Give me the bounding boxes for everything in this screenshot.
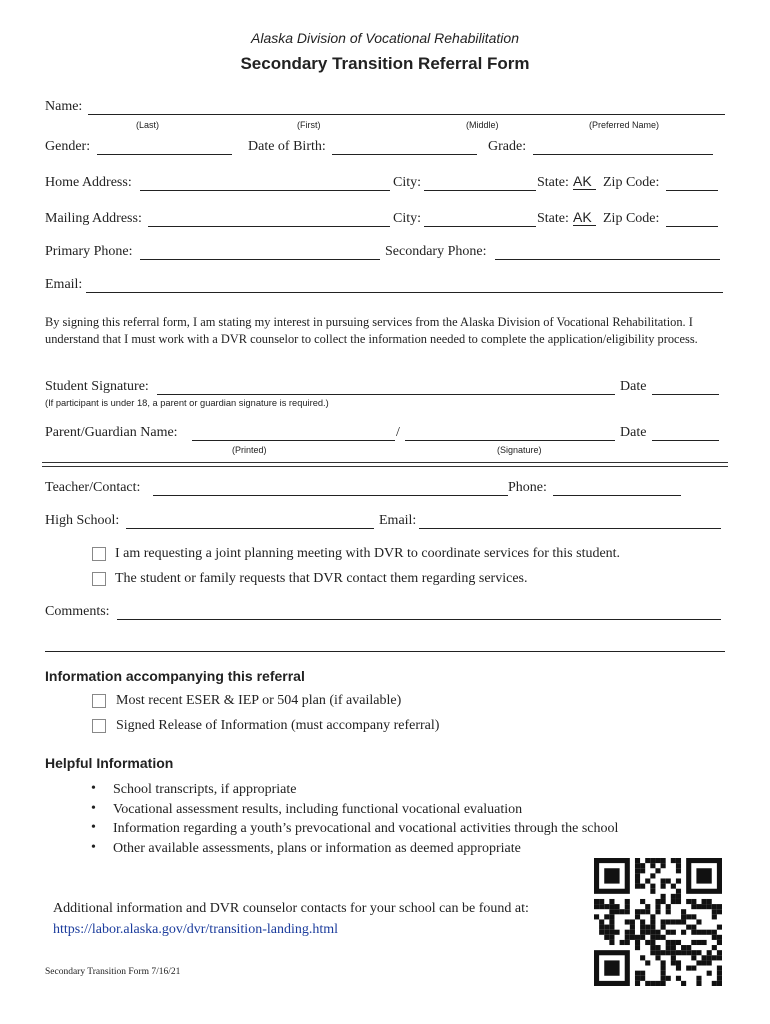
release-info-label: Signed Release of Information (must accompany referral): [116, 718, 440, 733]
mailing-address-label: Mailing Address:: [45, 211, 142, 226]
name-label: Name:: [45, 99, 83, 114]
mailing-zip-field[interactable]: [666, 226, 718, 227]
teacher-field[interactable]: [153, 495, 508, 496]
agency-name: Alaska Division of Vocational Rehabilitation: [251, 30, 519, 46]
form-title: Secondary Transition Referral Form: [240, 54, 530, 73]
name-part-first: (First): [297, 120, 321, 130]
joint-planning-label: I am requesting a joint planning meeting with DVR to coordinate services for this student.: [115, 546, 621, 561]
transition-link[interactable]: https://labor.alaska.gov/dvr/transition-landing.html: [53, 922, 339, 937]
bullet-icon: •: [91, 801, 96, 816]
bullet-icon: •: [91, 840, 96, 855]
student-date-label: Date: [620, 379, 647, 394]
form-id: Secondary Transition Form 7/16/21: [45, 967, 181, 977]
home-city-field[interactable]: [424, 190, 536, 191]
release-info-checkbox[interactable]: [92, 719, 106, 733]
eser-iep-checkbox[interactable]: [92, 694, 106, 708]
additional-info-text: Additional information and DVR counselor contacts for your school can be found at:: [53, 901, 529, 916]
home-zip-label: Zip Code:: [603, 175, 660, 190]
student-signature-field[interactable]: [157, 394, 615, 395]
eser-iep-label: Most recent ESER & IEP or 504 plan (if available): [116, 693, 402, 708]
mailing-address-field[interactable]: [148, 226, 390, 227]
mailing-city-label: City:: [393, 211, 422, 226]
contact-request-label: The student or family requests that DVR contact them regarding services.: [115, 571, 528, 586]
home-state-value[interactable]: AK: [573, 173, 596, 190]
home-address-field[interactable]: [140, 190, 390, 191]
teacher-phone-label: Phone:: [508, 480, 547, 495]
helpful-item: Other available assessments, plans or information as deemed appropriate: [113, 841, 521, 856]
bullet-icon: •: [91, 781, 96, 796]
comments-field-line-2[interactable]: [45, 651, 725, 652]
high-school-label: High School:: [45, 513, 120, 528]
email-label: Email:: [45, 277, 83, 292]
section-divider: [42, 462, 728, 467]
secondary-phone-field[interactable]: [495, 259, 720, 260]
student-signature-label: Student Signature:: [45, 379, 149, 394]
high-school-field[interactable]: [126, 528, 374, 529]
parent-name-label: Parent/Guardian Name:: [45, 425, 178, 440]
gender-field[interactable]: [97, 154, 232, 155]
parent-printed-field[interactable]: [192, 440, 395, 441]
comments-label: Comments:: [45, 604, 110, 619]
helpful-heading: Helpful Information: [45, 755, 174, 771]
joint-planning-checkbox[interactable]: [92, 547, 106, 561]
teacher-phone-field[interactable]: [553, 495, 681, 496]
contact-request-checkbox[interactable]: [92, 572, 106, 586]
grade-label: Grade:: [488, 139, 527, 154]
primary-phone-label: Primary Phone:: [45, 244, 133, 259]
parent-date-field[interactable]: [652, 440, 719, 441]
dob-field[interactable]: [332, 154, 477, 155]
name-part-preferred: (Preferred Name): [589, 120, 660, 130]
parent-signature-field[interactable]: [405, 440, 615, 441]
school-email-label: Email:: [379, 513, 417, 528]
gender-label: Gender:: [45, 139, 91, 154]
mailing-city-field[interactable]: [424, 226, 536, 227]
name-part-last: (Last): [136, 120, 160, 130]
minor-note: (If participant is under 18, a parent or guardian signature is required.): [45, 398, 329, 408]
helpful-item: Information regarding a youth’s prevocational and vocational activities through the school: [113, 821, 619, 836]
home-state-label: State:: [537, 175, 569, 190]
home-address-label: Home Address:: [45, 175, 132, 190]
parent-date-label: Date: [620, 425, 647, 440]
email-field[interactable]: [86, 292, 723, 293]
printed-caption: (Printed): [232, 445, 267, 455]
helpful-item: School transcripts, if appropriate: [113, 782, 297, 797]
bullet-icon: •: [91, 820, 96, 835]
consent-text: By signing this referral form, I am stating my interest in pursuing services from the Alaska Division of Vocational Rehabilitation. I understand that I must work with a DVR counselor to collect the information needed to complete the application/eligibility process.: [45, 315, 698, 346]
slash-divider: /: [396, 425, 400, 440]
accompanying-heading: Information accompanying this referral: [45, 668, 305, 684]
name-part-middle: (Middle): [466, 120, 499, 130]
mailing-zip-label: Zip Code:: [603, 211, 660, 226]
mailing-state-value[interactable]: AK: [573, 209, 596, 226]
mailing-state-label: State:: [537, 211, 569, 226]
school-email-field[interactable]: [419, 528, 721, 529]
dob-label: Date of Birth:: [248, 139, 326, 154]
comments-field-line-1[interactable]: [117, 619, 721, 620]
student-date-field[interactable]: [652, 394, 719, 395]
name-field[interactable]: [88, 114, 725, 115]
home-city-label: City:: [393, 175, 422, 190]
helpful-item: Vocational assessment results, including functional vocational evaluation: [113, 802, 523, 817]
primary-phone-field[interactable]: [140, 259, 380, 260]
teacher-label: Teacher/Contact:: [45, 480, 141, 495]
home-zip-field[interactable]: [666, 190, 718, 191]
secondary-phone-label: Secondary Phone:: [385, 244, 487, 259]
grade-field[interactable]: [533, 154, 713, 155]
signature-caption: (Signature): [497, 445, 542, 455]
qr-code-icon[interactable]: [594, 858, 722, 986]
